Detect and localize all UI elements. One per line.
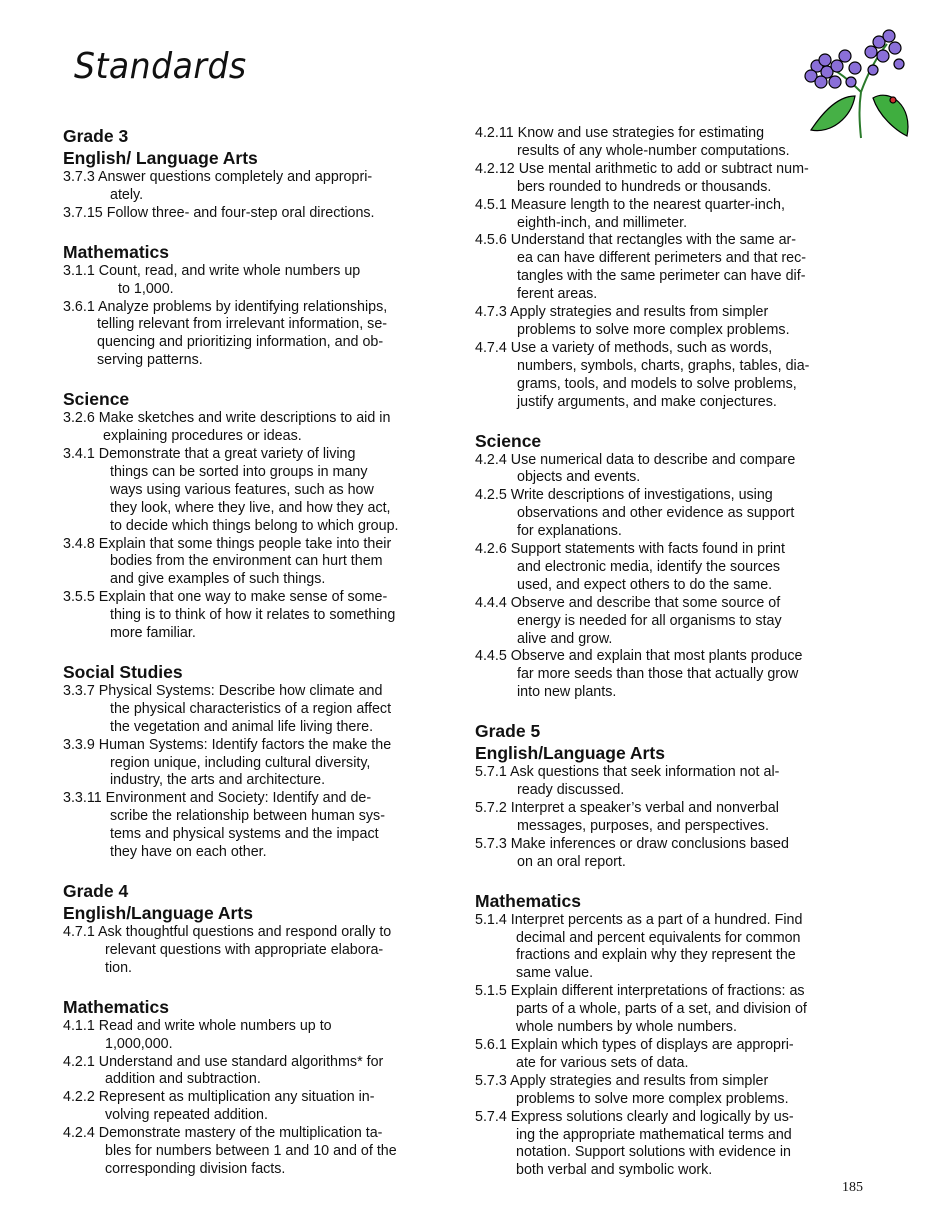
standard-text-continued: thing is to think of how it relates to something bbox=[110, 607, 396, 624]
page-title: Standards bbox=[74, 46, 247, 87]
standards-section bbox=[475, 890, 843, 1181]
standard-text-continued: addition and subtraction. bbox=[105, 1071, 261, 1088]
standard-text: 4.7.3 Apply strategies and results from simpler bbox=[475, 304, 769, 321]
standard-text-continued: to decide which things belong to which group. bbox=[110, 517, 399, 534]
standard-item bbox=[475, 452, 843, 488]
standard-text-continued: 1,000,000. bbox=[105, 1035, 173, 1052]
standard-text-continued: to 1,000. bbox=[118, 280, 174, 297]
standard-text: 4.2.2 Represent as multiplication any situation in- bbox=[63, 1089, 375, 1106]
subject-heading: Mathematics bbox=[63, 241, 170, 262]
standard-text-continued: bles for numbers between 1 and 10 and of the bbox=[105, 1143, 397, 1160]
standard-text-continued: notation. Support solutions with evidence in bbox=[516, 1144, 791, 1161]
standard-text-continued: fractions and explain why they represent the bbox=[516, 947, 796, 964]
standard-text: 4.2.4 Demonstrate mastery of the multiplication ta- bbox=[63, 1125, 383, 1142]
standard-item bbox=[475, 595, 843, 649]
standard-text: 4.2.4 Use numerical data to describe and compare bbox=[475, 451, 796, 468]
standard-item bbox=[63, 790, 431, 862]
standard-text-continued: on an oral report. bbox=[517, 853, 626, 870]
standard-text-continued: volving repeated addition. bbox=[105, 1107, 268, 1124]
standard-text: 5.7.1 Ask questions that seek information not al- bbox=[475, 764, 780, 781]
standard-text-continued: grams, tools, and models to solve problems, bbox=[517, 375, 797, 392]
standard-text: 3.7.3 Answer questions completely and appropri- bbox=[63, 169, 373, 185]
standard-text-continued: far more seeds than those that actually grow bbox=[517, 666, 799, 683]
left-column bbox=[63, 125, 431, 1197]
subject-heading: English/ Language Arts bbox=[63, 148, 258, 168]
standard-text-continued: same value. bbox=[516, 965, 594, 982]
standard-text-continued: tems and physical systems and the impact bbox=[110, 826, 379, 843]
standard-text-continued: ferent areas. bbox=[517, 286, 598, 303]
standard-text-continued: ate for various sets of data. bbox=[516, 1054, 689, 1071]
standard-item bbox=[475, 800, 843, 836]
standard-text-continued: numbers, symbols, charts, graphs, tables, dia- bbox=[517, 357, 810, 374]
standard-item bbox=[475, 983, 843, 1037]
standard-text-continued: parts of a whole, parts of a set, and division of bbox=[516, 1001, 807, 1018]
standard-text-continued: problems to solve more complex problems. bbox=[516, 1090, 789, 1107]
standard-text-continued: region unique, including cultural diversity, bbox=[110, 754, 371, 771]
standard-text: 4.4.4 Observe and describe that some source of bbox=[475, 594, 781, 611]
standard-text: 5.7.3 Make inferences or draw conclusions based bbox=[475, 835, 789, 852]
subject-heading: Science bbox=[63, 389, 130, 410]
subject-heading: Mathematics bbox=[475, 890, 582, 911]
standard-item bbox=[475, 764, 843, 800]
standard-text-continued: ately. bbox=[110, 186, 144, 203]
standard-text: 4.2.1 Understand and use standard algorithms* for bbox=[63, 1053, 384, 1070]
standard-item bbox=[475, 304, 843, 340]
standard-text-continued: eighth-inch, and millimeter. bbox=[517, 214, 688, 231]
standard-item bbox=[475, 232, 843, 304]
standard-item bbox=[475, 836, 843, 872]
page-number: 185 bbox=[842, 1180, 863, 1195]
standard-text: 5.6.1 Explain which types of displays are appropri- bbox=[475, 1036, 794, 1053]
standard-item bbox=[475, 125, 843, 161]
standard-text: 3.6.1 Analyze problems by identifying relationships, bbox=[63, 298, 388, 315]
standard-text: 4.5.6 Understand that rectangles with the same ar- bbox=[475, 232, 797, 249]
subject-heading: English/Language Arts bbox=[475, 743, 665, 764]
standard-text-continued: for explanations. bbox=[517, 523, 622, 540]
standard-item bbox=[475, 541, 843, 595]
standard-item bbox=[475, 340, 843, 412]
standards-section bbox=[63, 241, 431, 370]
standard-item bbox=[63, 205, 431, 223]
standard-text: 3.7.15 Follow three- and four-step oral directions. bbox=[63, 204, 375, 221]
grade-heading: Grade 3 bbox=[63, 126, 129, 146]
standard-text-continued: observations and other evidence as support bbox=[517, 505, 795, 522]
standard-text-continued: scribe the relationship between human sys- bbox=[110, 808, 385, 825]
standard-text: 4.7.1 Ask thoughtful questions and respond orally to bbox=[63, 924, 392, 940]
standard-item bbox=[475, 1037, 843, 1073]
standards-section bbox=[475, 430, 843, 703]
standard-text-continued: problems to solve more complex problems. bbox=[517, 321, 790, 338]
standard-item bbox=[475, 912, 843, 984]
standard-text-continued: bers rounded to hundreds or thousands. bbox=[517, 178, 772, 195]
standard-text-continued: things can be sorted into groups in many bbox=[110, 463, 368, 480]
subject-heading: English/Language Arts bbox=[63, 903, 253, 923]
standard-text: 3.4.1 Demonstrate that a great variety of living bbox=[63, 445, 356, 462]
standard-text-continued: corresponding division facts. bbox=[105, 1160, 286, 1177]
subject-heading: Social Studies bbox=[63, 661, 183, 682]
standard-item bbox=[63, 410, 431, 446]
standard-item bbox=[475, 197, 843, 233]
standard-text-continued: bodies from the environment can hurt them bbox=[110, 553, 383, 570]
standard-text: 4.2.6 Support statements with facts found in print bbox=[475, 541, 785, 558]
standard-text-continued: messages, purposes, and perspectives. bbox=[517, 817, 769, 834]
standard-text-continued: objects and events. bbox=[517, 469, 641, 486]
standard-text-continued: telling relevant from irrelevant information, se- bbox=[97, 316, 388, 333]
standard-text-continued: and give examples of such things. bbox=[110, 571, 326, 588]
standard-text-continued: both verbal and symbolic work. bbox=[516, 1162, 713, 1179]
standard-item bbox=[63, 1018, 431, 1054]
standard-text-continued: ea can have different perimeters and that rec- bbox=[517, 250, 807, 267]
standard-item bbox=[475, 1073, 843, 1109]
standard-item bbox=[63, 446, 431, 536]
standard-text: 3.4.8 Explain that some things people take into their bbox=[63, 535, 392, 552]
standards-section bbox=[63, 880, 431, 978]
standard-text-continued: and electronic media, identify the sources bbox=[517, 558, 781, 575]
standard-text: 5.7.2 Interpret a speaker’s verbal and nonverbal bbox=[475, 800, 779, 816]
standard-item bbox=[63, 1089, 431, 1125]
standard-item bbox=[63, 683, 431, 737]
standard-item bbox=[63, 536, 431, 590]
standards-section bbox=[63, 125, 431, 223]
standard-item bbox=[475, 648, 843, 702]
standard-text-continued: they look, where they live, and how they act, bbox=[110, 499, 391, 516]
standard-text-continued: alive and grow. bbox=[517, 630, 613, 647]
standards-section bbox=[475, 125, 843, 412]
standard-item bbox=[63, 299, 431, 371]
standard-text-continued: tion. bbox=[105, 959, 133, 976]
standard-item bbox=[63, 589, 431, 643]
standards-section bbox=[475, 720, 843, 871]
standard-text: 3.5.5 Explain that one way to make sense of some- bbox=[63, 589, 388, 606]
standard-text-continued: ways using various features, such as how bbox=[110, 481, 374, 498]
standard-item bbox=[63, 263, 431, 299]
standard-item bbox=[63, 1054, 431, 1090]
grade-heading: Grade 4 bbox=[63, 881, 129, 901]
standard-text-continued: the physical characteristics of a region affect bbox=[110, 700, 392, 717]
standard-text: 5.1.4 Interpret percents as a part of a hundred. Find bbox=[475, 911, 803, 928]
standard-text-continued: ready discussed. bbox=[517, 782, 625, 799]
standard-text-continued: they have on each other. bbox=[110, 844, 267, 861]
standard-text-continued: serving patterns. bbox=[97, 352, 203, 369]
standard-text: 4.2.5 Write descriptions of investigations, using bbox=[475, 487, 773, 504]
standard-text: 5.1.5 Explain different interpretations of fractions: as bbox=[475, 983, 805, 1000]
right-column bbox=[475, 125, 843, 1198]
standard-text-continued: industry, the arts and architecture. bbox=[110, 772, 326, 789]
standard-item bbox=[63, 1125, 431, 1179]
standard-text: 3.3.11 Environment and Society: Identify and de- bbox=[63, 790, 372, 807]
standard-text: 5.7.3 Apply strategies and results from simpler bbox=[475, 1072, 769, 1089]
standard-text: 3.3.9 Human Systems: Identify factors the make the bbox=[63, 736, 392, 753]
standard-text: 4.1.1 Read and write whole numbers up to bbox=[63, 1017, 332, 1034]
grade-heading: Grade 5 bbox=[475, 721, 541, 742]
standard-text-continued: relevant questions with appropriate elabora- bbox=[105, 941, 384, 958]
subject-heading: Mathematics bbox=[63, 996, 170, 1017]
standards-section bbox=[63, 996, 431, 1179]
standard-text: 3.3.7 Physical Systems: Describe how climate and bbox=[63, 682, 383, 699]
standard-item bbox=[63, 737, 431, 791]
standard-text-continued: more familiar. bbox=[110, 625, 196, 642]
standard-text-continued: decimal and percent equivalents for common bbox=[516, 929, 801, 946]
standard-text-continued: tangles with the same perimeter can have dif- bbox=[517, 268, 806, 285]
standard-text: 3.1.1 Count, read, and write whole numbers up bbox=[63, 262, 361, 279]
standards-section bbox=[63, 661, 431, 862]
standard-item bbox=[475, 1109, 843, 1181]
standard-text: 4.7.4 Use a variety of methods, such as words, bbox=[475, 339, 773, 356]
standard-item bbox=[63, 924, 431, 978]
standard-text: 5.7.4 Express solutions clearly and logically by us- bbox=[475, 1108, 794, 1125]
standard-text: 4.4.5 Observe and explain that most plants produce bbox=[475, 648, 803, 665]
standard-text-continued: into new plants. bbox=[517, 684, 617, 701]
standard-item bbox=[63, 169, 431, 205]
standard-item bbox=[475, 161, 843, 197]
standard-text: 4.5.1 Measure length to the nearest quarter-inch, bbox=[475, 196, 785, 213]
standard-text-continued: justify arguments, and make conjectures. bbox=[517, 393, 777, 410]
standard-text-continued: used, and expect others to do the same. bbox=[517, 576, 773, 593]
standard-text-continued: quencing and prioritizing information, and ob- bbox=[97, 334, 384, 351]
standard-text-continued: energy is needed for all organisms to stay bbox=[517, 612, 782, 629]
subject-heading: Science bbox=[475, 430, 542, 451]
standard-text-continued: the vegetation and animal life living there. bbox=[110, 718, 374, 735]
standard-text: 4.2.12 Use mental arithmetic to add or subtract num- bbox=[475, 160, 809, 177]
standard-text-continued: whole numbers by whole numbers. bbox=[516, 1019, 737, 1036]
standard-text-continued: ing the appropriate mathematical terms and bbox=[516, 1126, 792, 1143]
standard-text-continued: explaining procedures or ideas. bbox=[103, 428, 302, 445]
standard-text: 4.2.11 Know and use strategies for estimating bbox=[475, 125, 765, 141]
standard-text-continued: results of any whole-number computations. bbox=[517, 142, 790, 159]
standard-item bbox=[475, 487, 843, 541]
standard-text: 3.2.6 Make sketches and write descriptions to aid in bbox=[63, 410, 391, 427]
standards-section bbox=[63, 388, 431, 643]
